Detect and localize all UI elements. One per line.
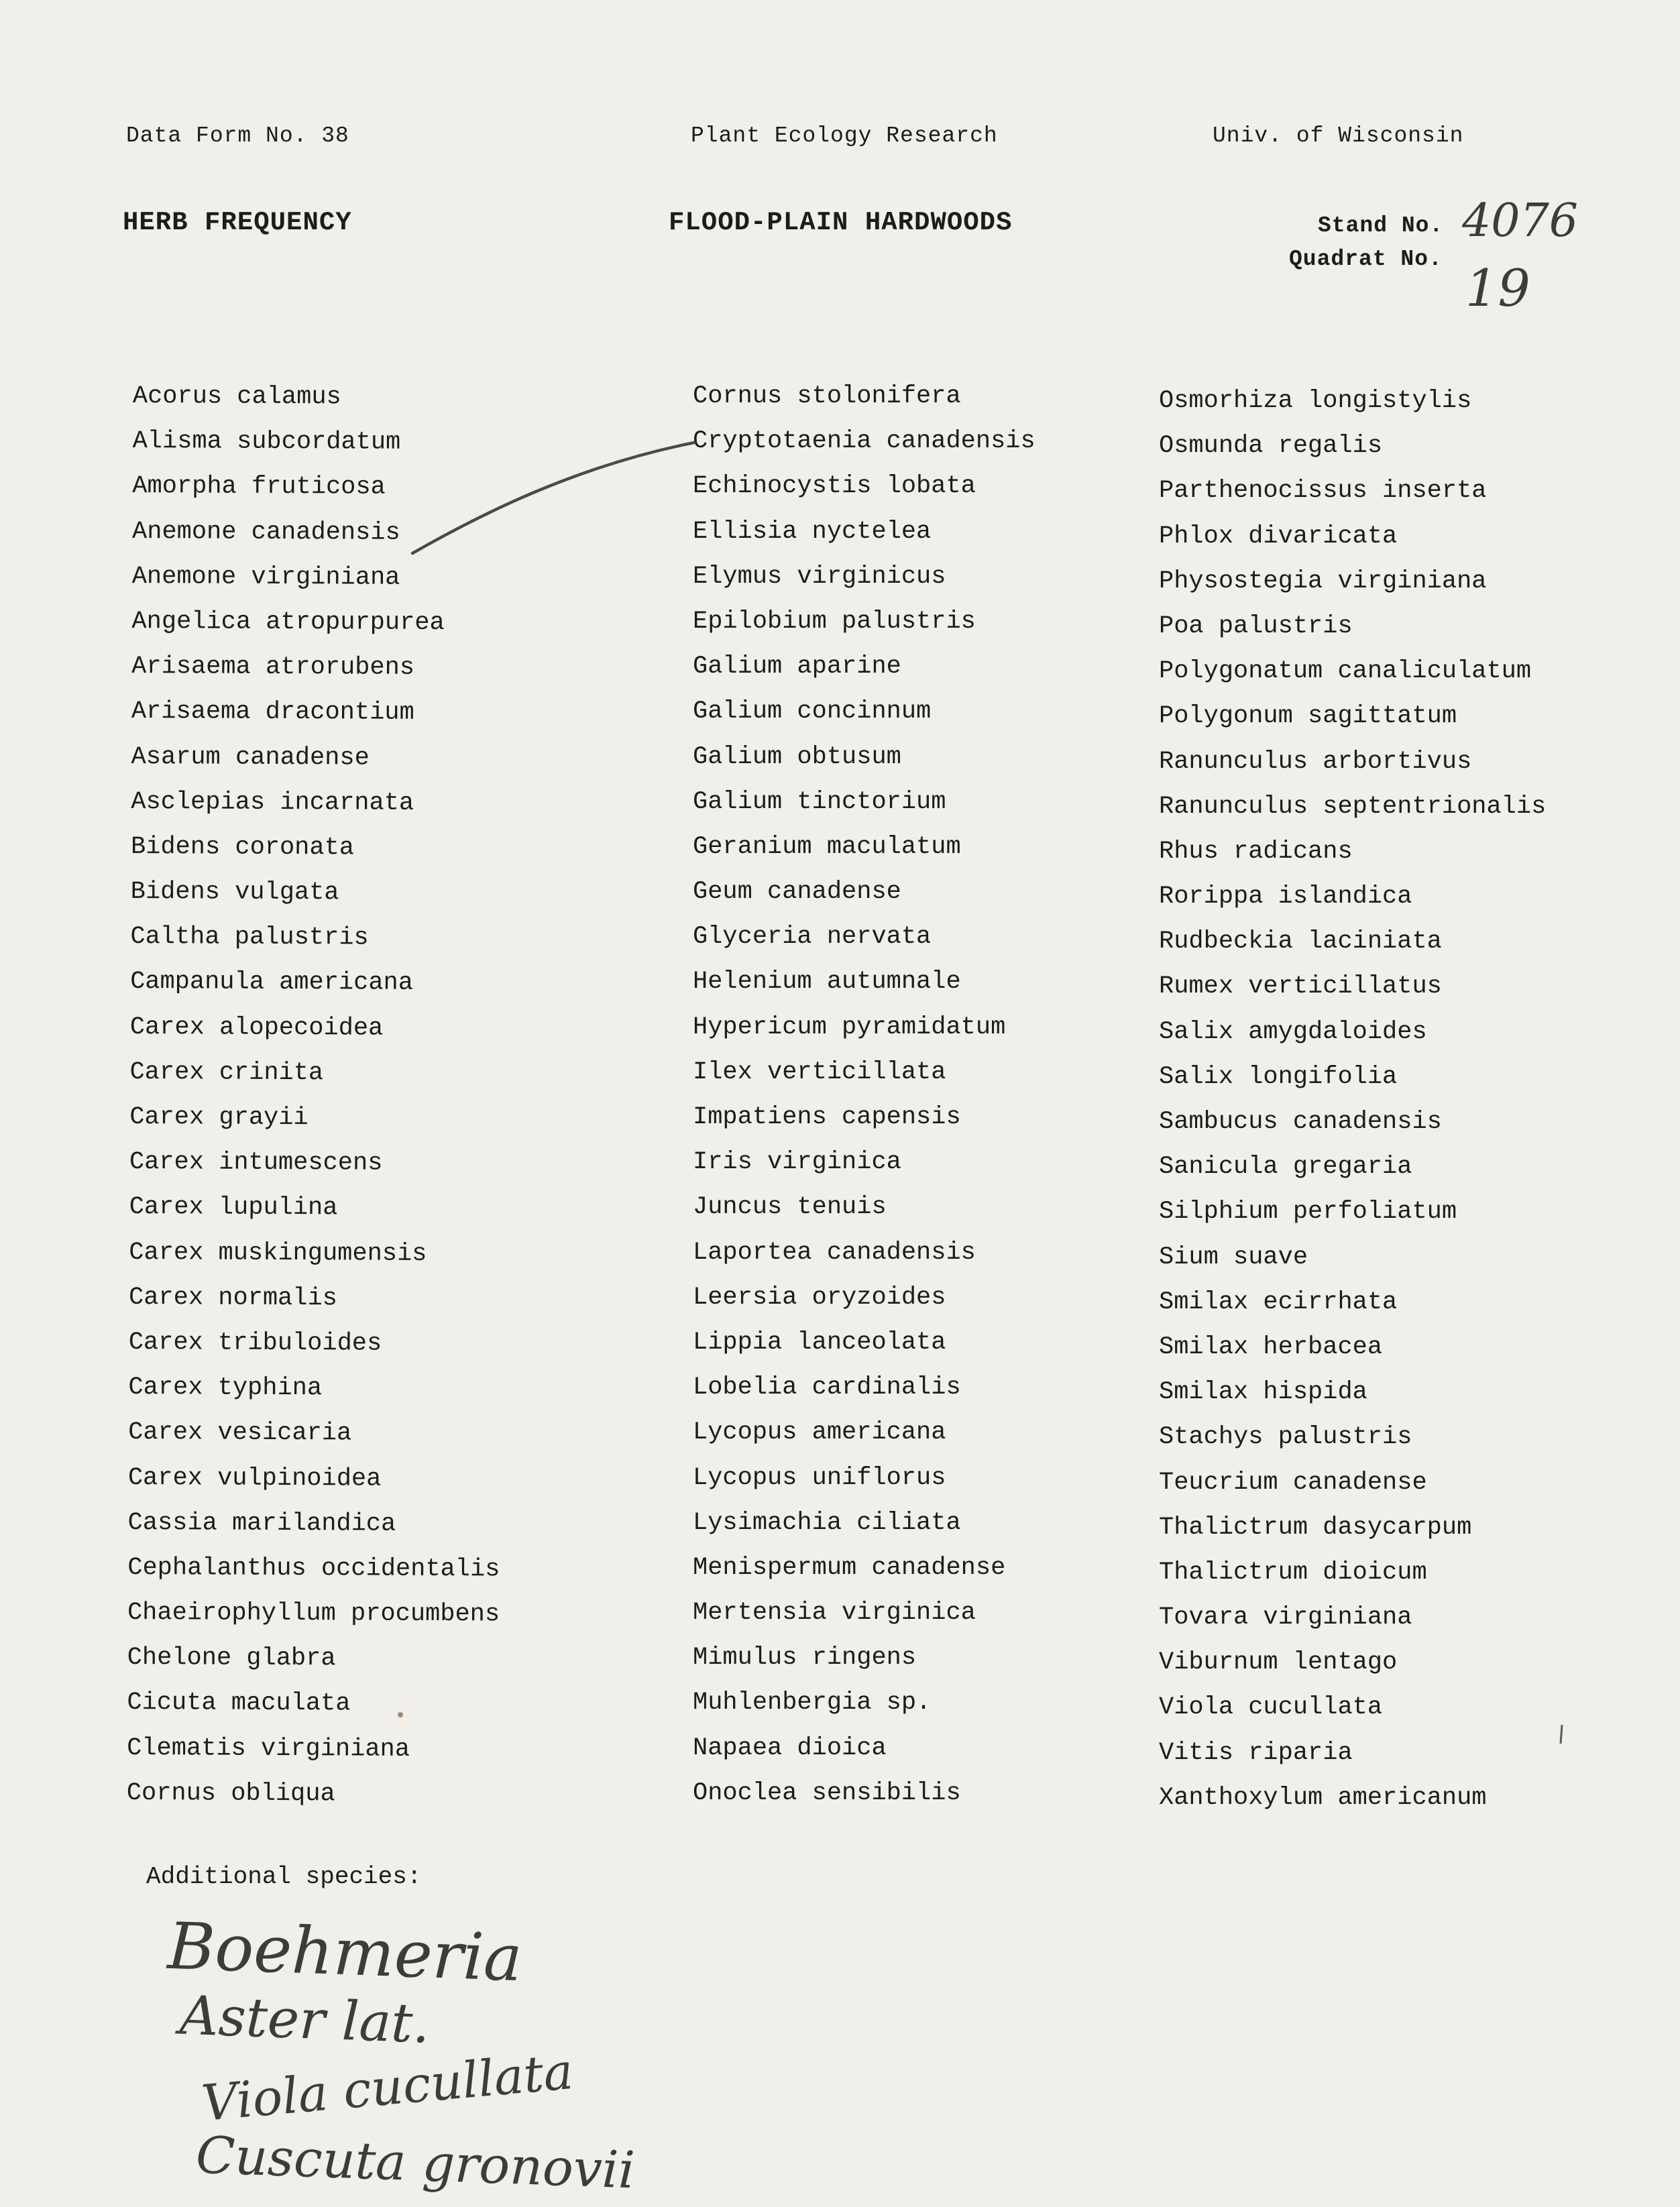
species-item: Caltha palustris	[130, 923, 369, 952]
species-item: Teucrium canadense	[1159, 1468, 1427, 1497]
species-item: Polygonum sagittatum	[1159, 702, 1457, 731]
species-item: Menispermum canadense	[693, 1553, 1006, 1582]
species-item: Rudbeckia laciniata	[1159, 927, 1442, 956]
species-item: Hypericum pyramidatum	[693, 1013, 1006, 1041]
species-item: Parthenocissus inserta	[1159, 477, 1487, 506]
species-item: Smilax herbacea	[1159, 1333, 1383, 1361]
species-item: Sium suave	[1159, 1243, 1308, 1271]
form-title: HERB FREQUENCY	[123, 208, 352, 237]
species-item: Viburnum lentago	[1159, 1648, 1398, 1677]
species-item: Bidens vulgata	[130, 878, 339, 907]
species-item: Napaea dioica	[693, 1734, 887, 1762]
species-item: Rhus radicans	[1159, 837, 1353, 866]
pencil-dot	[398, 1712, 403, 1717]
species-item: Physostegia virginiana	[1159, 567, 1487, 596]
species-item: Galium aparine	[693, 653, 901, 681]
additional-species-2: Aster lat.	[178, 1984, 431, 2055]
species-item: Anemone canadensis	[131, 517, 400, 547]
species-item: Xanthoxylum americanum	[1159, 1783, 1487, 1812]
species-item: Carex typhina	[128, 1373, 323, 1403]
species-item: Lycopus uniflorus	[693, 1463, 946, 1492]
species-item: Acorus calamus	[132, 382, 341, 412]
species-item: Carex grayii	[129, 1102, 309, 1133]
species-item: Arisaema atrorubens	[131, 653, 415, 682]
species-item: Elymus virginicus	[693, 562, 946, 591]
species-item: Chelone glabra	[127, 1644, 336, 1673]
additional-species-1: Boehmeria	[166, 1908, 524, 1996]
species-item: Arisaema dracontium	[131, 697, 414, 728]
species-item: Glyceria nervata	[693, 923, 932, 952]
species-item: Cephalanthus occidentalis	[127, 1553, 500, 1584]
species-item: Osmorhiza longistylis	[1159, 387, 1472, 415]
stand-number-handwritten: 4076	[1462, 194, 1579, 247]
quadrat-label: Quadrat No.	[1289, 247, 1443, 272]
organization: Plant Ecology Research	[691, 123, 998, 148]
species-item: Phlox divaricata	[1159, 522, 1398, 551]
species-item: Mertensia virginica	[693, 1599, 976, 1628]
species-item: Geum canadense	[693, 878, 901, 907]
species-item: Vitis riparia	[1159, 1738, 1353, 1767]
species-item: Campanula americana	[130, 968, 414, 998]
quadrat-number-handwritten: 19	[1465, 258, 1530, 318]
species-item: Thalictrum dioicum	[1159, 1558, 1427, 1587]
form-number: Data Form No. 38	[126, 123, 349, 148]
species-item: Carex intumescens	[129, 1148, 383, 1178]
species-item: Carex lupulina	[129, 1193, 338, 1223]
species-item: Salix amygdaloides	[1159, 1017, 1427, 1046]
species-item: Smilax ecirrhata	[1159, 1288, 1398, 1316]
species-item: Laportea canadensis	[693, 1238, 976, 1267]
species-item: Lysimachia ciliata	[693, 1508, 961, 1537]
stand-label: Stand No.	[1318, 213, 1444, 238]
species-item: Carex alopecoidea	[129, 1013, 384, 1043]
species-item: Angelica atropurpurea	[131, 607, 445, 637]
species-item: Salix longifolia	[1159, 1062, 1398, 1091]
species-item: Iris virginica	[693, 1148, 901, 1177]
species-item: Galium obtusum	[693, 742, 901, 771]
species-item: Polygonatum canaliculatum	[1159, 657, 1532, 686]
species-item: Amorpha fruticosa	[132, 472, 386, 502]
species-item: Echinocystis lobata	[693, 472, 976, 501]
species-item: Ranunculus septentrionalis	[1159, 792, 1547, 821]
species-item: Lycopus americana	[693, 1418, 946, 1447]
species-item: Bidens coronata	[130, 832, 355, 862]
species-item: Impatiens capensis	[693, 1103, 961, 1131]
species-item: Carex normalis	[128, 1283, 338, 1313]
species-item: Lobelia cardinalis	[693, 1373, 961, 1402]
species-item: Ranunculus arbortivus	[1159, 747, 1472, 776]
species-item: Osmunda regalis	[1159, 432, 1383, 461]
species-item: Helenium autumnale	[693, 968, 961, 997]
species-item: Asarum canadense	[131, 742, 370, 773]
species-item: Chaeirophyllum procumbens	[127, 1599, 500, 1629]
species-item: Onoclea sensibilis	[693, 1778, 961, 1807]
species-item: Alisma subcordatum	[132, 427, 401, 457]
species-item: Carex tribuloides	[128, 1328, 382, 1358]
species-item: Carex vulpinoidea	[127, 1463, 382, 1493]
species-item: Geranium maculatum	[693, 832, 961, 861]
species-item: Anemone virginiana	[131, 562, 400, 592]
species-item: Lippia lanceolata	[693, 1328, 946, 1357]
pencil-stroke	[412, 443, 694, 553]
species-item: Epilobium palustris	[693, 607, 976, 636]
species-item: Mimulus ringens	[693, 1644, 917, 1673]
species-item: Tovara virginiana	[1159, 1603, 1412, 1632]
species-item: Carex crinita	[129, 1058, 324, 1088]
species-item: Clematis virginiana	[127, 1734, 410, 1764]
species-item: Ilex verticillata	[693, 1058, 946, 1086]
species-item: Sanicula gregaria	[1159, 1153, 1412, 1182]
additional-species-3: Viola cucullata	[199, 2042, 575, 2133]
species-item: Cryptotaenia canadensis	[693, 427, 1035, 456]
species-item: Stachys palustris	[1159, 1423, 1412, 1452]
species-item: Sambucus canadensis	[1159, 1108, 1442, 1136]
species-item: Galium tinctorium	[693, 787, 946, 816]
species-item: Cicuta maculata	[127, 1689, 351, 1718]
species-item: Carex muskingumensis	[129, 1238, 427, 1268]
species-item: Asclepias incarnata	[131, 787, 414, 817]
species-item: Ellisia nyctelea	[693, 517, 932, 546]
additional-species-4: Cuscuta gronovii	[194, 2125, 636, 2200]
species-item: Cornus stolonifera	[693, 382, 961, 410]
species-item: Silphium perfoliatum	[1159, 1198, 1457, 1227]
species-item: Poa palustris	[1159, 612, 1353, 640]
species-item: Rumex verticillatus	[1159, 972, 1442, 1001]
species-item: Thalictrum dasycarpum	[1159, 1513, 1472, 1542]
university: Univ. of Wisconsin	[1213, 123, 1464, 148]
community-title: FLOOD-PLAIN HARDWOODS	[669, 208, 1013, 237]
species-item: Cornus obliqua	[126, 1778, 335, 1809]
species-item: Rorippa islandica	[1159, 883, 1412, 911]
species-item: Juncus tenuis	[693, 1193, 887, 1222]
species-item: Muhlenbergia sp.	[693, 1689, 932, 1717]
species-item: Viola cucullata	[1159, 1693, 1383, 1722]
species-item: Galium concinnum	[693, 697, 932, 726]
species-item: Smilax hispida	[1159, 1378, 1367, 1407]
pencil-tick	[1561, 1725, 1562, 1744]
species-item: Cassia marilandica	[127, 1508, 396, 1538]
additional-species-label: Additional species:	[146, 1863, 422, 1890]
species-item: Leersia oryzoides	[693, 1283, 946, 1312]
species-item: Carex vesicaria	[128, 1418, 352, 1448]
